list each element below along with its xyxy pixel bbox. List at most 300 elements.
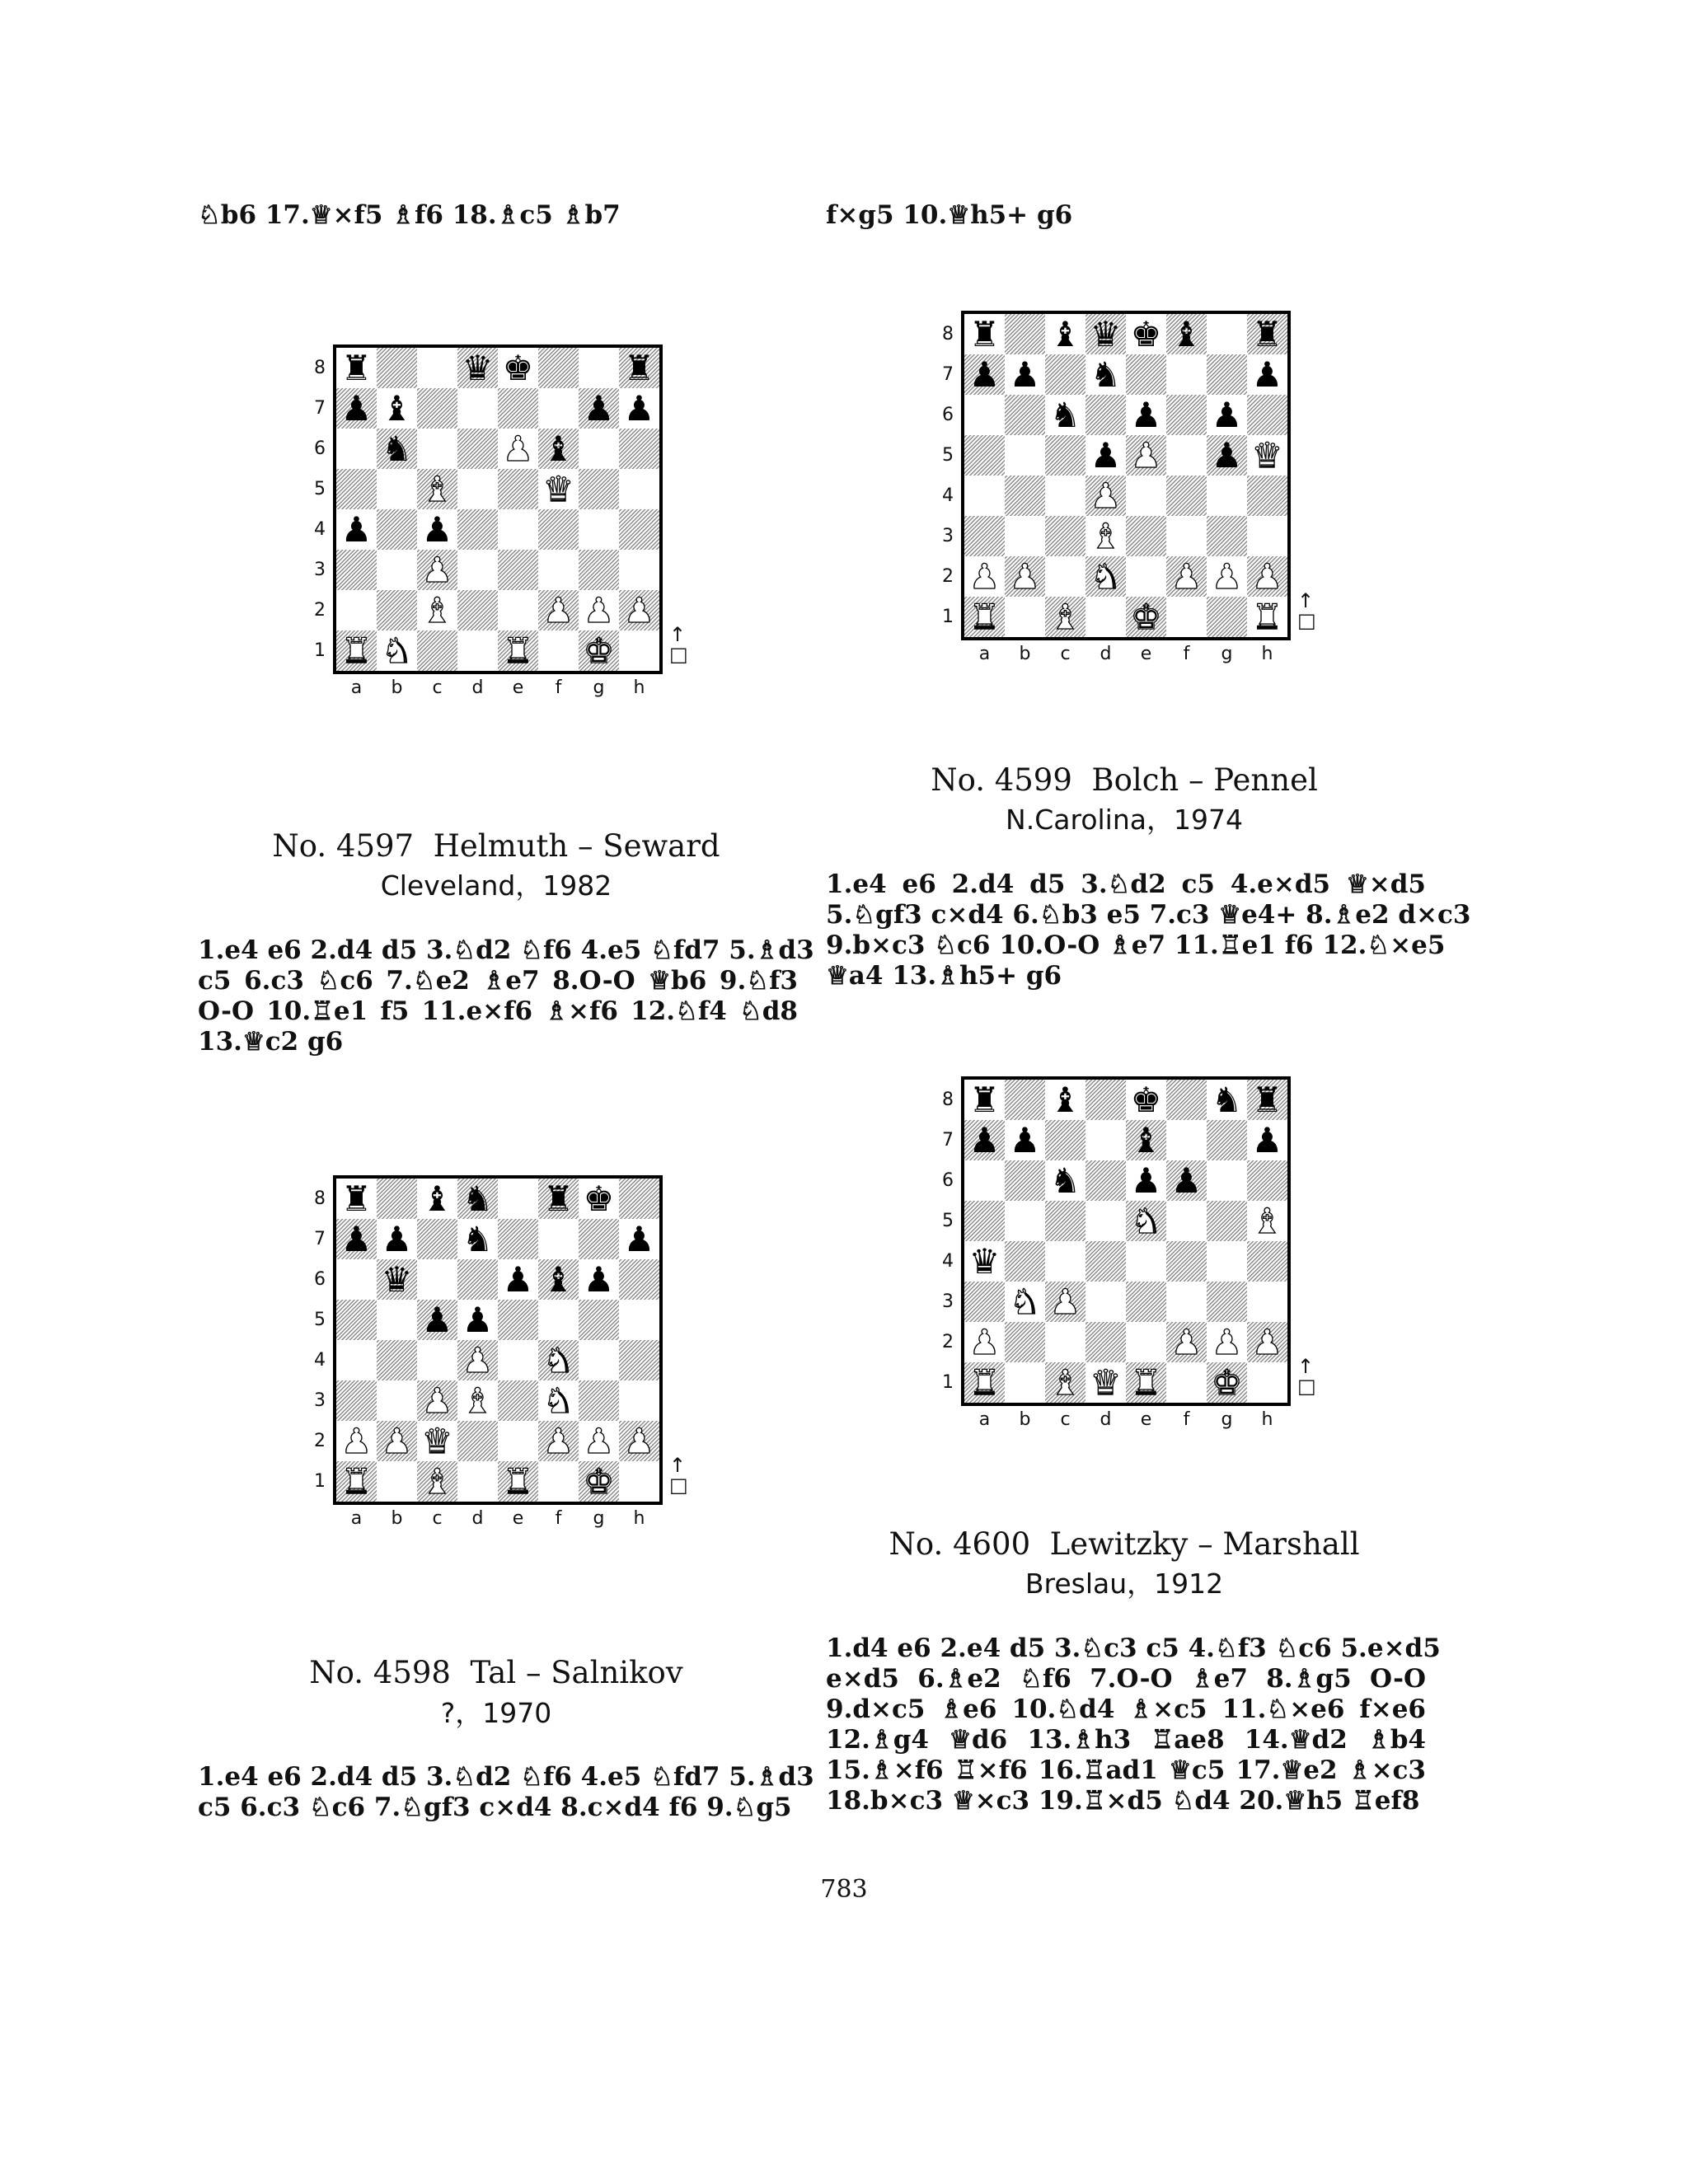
- black-bishop-icon: ♝: [542, 428, 574, 469]
- black-rook-icon: ♜: [340, 347, 373, 388]
- board-square: [1207, 1282, 1247, 1322]
- white-queen-icon: ♛: [421, 1420, 453, 1461]
- file-label: d: [1100, 644, 1112, 664]
- board-square: [619, 429, 659, 469]
- white-pawn-icon: ♟: [462, 1339, 494, 1380]
- board-square: [457, 630, 498, 671]
- board-square: [1166, 1201, 1207, 1241]
- board-square: [1085, 556, 1126, 597]
- black-rook-icon: ♜: [623, 347, 655, 388]
- rank-label: 4: [942, 485, 954, 506]
- board-square: [1005, 1362, 1045, 1403]
- board-square: [1085, 1322, 1126, 1362]
- black-pawn-icon: ♟: [968, 354, 1001, 395]
- board-square: [1247, 395, 1287, 435]
- board-square: [417, 388, 457, 429]
- board-square: [619, 348, 659, 388]
- board-square: [417, 509, 457, 550]
- moves-line: O-O 10.♖e1 f5 11.e×f6 ♗×f6 12.♘f4 ♘d8: [198, 996, 798, 1026]
- page-number: 783: [820, 1875, 868, 1904]
- white-rook-icon: ♜: [968, 596, 1001, 637]
- board-square: [377, 1259, 417, 1300]
- board-square: [336, 348, 377, 388]
- board-square: [1085, 476, 1126, 516]
- black-pawn-icon: ♟: [1130, 1160, 1162, 1201]
- rank-label: 2: [314, 600, 326, 621]
- black-bishop-icon: ♝: [1170, 313, 1203, 354]
- rank-label: 4: [314, 1350, 326, 1371]
- file-label: b: [391, 677, 403, 698]
- board-square: [1085, 516, 1126, 556]
- board-square: [457, 1380, 498, 1421]
- board-square: [498, 348, 538, 388]
- board-square: [1045, 476, 1085, 516]
- white-king-icon: ♚: [583, 1460, 615, 1502]
- chess-board: [961, 1076, 1291, 1406]
- board-square: [538, 1259, 579, 1300]
- board-square: [1166, 354, 1207, 395]
- black-king-icon: ♚: [502, 347, 534, 388]
- board-square: [377, 1179, 417, 1219]
- rank-label: 5: [314, 479, 326, 499]
- board-square: [1005, 314, 1045, 354]
- moves-line: 12.♗g4 ♕d6 13.♗h3 ♖ae8 14.♕d2 ♗b4: [826, 1725, 1426, 1755]
- board-square: [1005, 1322, 1045, 1362]
- board-square: [538, 630, 579, 671]
- black-pawn-icon: ♟: [1170, 1160, 1203, 1201]
- black-queen-icon: ♛: [462, 347, 494, 388]
- board-square: [417, 1461, 457, 1502]
- board-square: [336, 1461, 377, 1502]
- board-square: [457, 429, 498, 469]
- black-rook-icon: ♜: [968, 1079, 1001, 1120]
- game-players: Tal – Salnikov: [470, 1655, 683, 1690]
- black-king-icon: ♚: [1130, 1079, 1162, 1120]
- board-square: [538, 469, 579, 509]
- white-bishop-icon: ♝: [462, 1380, 494, 1421]
- black-pawn-icon: ♟: [421, 1299, 453, 1340]
- board-square: [1126, 597, 1166, 637]
- board-square: [1085, 395, 1126, 435]
- board-square: [579, 1340, 619, 1380]
- file-label: b: [1019, 1409, 1031, 1430]
- side-to-move-marker: ↑ □: [1297, 589, 1316, 632]
- board-square: [579, 1380, 619, 1421]
- rank-label: 5: [942, 445, 954, 466]
- black-pawn-icon: ♟: [462, 1299, 494, 1340]
- board-square: [498, 550, 538, 590]
- rank-label: 7: [314, 1229, 326, 1249]
- game-title: [183, 828, 809, 865]
- white-queen-icon: ♛: [542, 468, 574, 509]
- board-square: [579, 550, 619, 590]
- board-square: [579, 590, 619, 630]
- white-bishop-icon: ♝: [1090, 515, 1122, 556]
- board-square: [1207, 435, 1247, 476]
- game-players: Bolch – Pennel: [1091, 762, 1318, 798]
- board-square: [964, 1160, 1005, 1201]
- board-square: [579, 1300, 619, 1340]
- black-rook-icon: ♜: [542, 1178, 574, 1219]
- white-knight-icon: ♞: [1090, 555, 1122, 597]
- game-title: [811, 1526, 1437, 1563]
- board-square: [1045, 1201, 1085, 1241]
- black-bishop-icon: ♝: [542, 1258, 574, 1300]
- board-square: [377, 1461, 417, 1502]
- board-square: [1045, 597, 1085, 637]
- board-square: [579, 1259, 619, 1300]
- board-square: [1166, 476, 1207, 516]
- black-knight-icon: ♞: [1090, 354, 1122, 395]
- white-pawn-icon: ♟: [623, 1420, 655, 1461]
- rank-label: 8: [314, 358, 326, 378]
- board-square: [1126, 1160, 1166, 1201]
- board-square: [1045, 314, 1085, 354]
- board-square: [336, 1219, 377, 1259]
- game-moves: [198, 1762, 814, 1823]
- game-place-year: N.Carolina，1974: [1006, 804, 1243, 836]
- white-knight-icon: ♞: [1009, 1281, 1041, 1322]
- black-pawn-icon: ♟: [381, 1218, 413, 1259]
- rank-label: 2: [314, 1431, 326, 1451]
- board-square: [579, 1219, 619, 1259]
- rank-label: 6: [942, 405, 954, 425]
- board-square: [1166, 556, 1207, 597]
- board-square: [538, 388, 579, 429]
- board-square: [457, 388, 498, 429]
- board-square: [498, 1219, 538, 1259]
- board-square: [417, 550, 457, 590]
- board-square: [1126, 1282, 1166, 1322]
- board-square: [1085, 314, 1126, 354]
- board-square: [417, 1421, 457, 1461]
- board-square: [498, 388, 538, 429]
- board-square: [336, 1340, 377, 1380]
- white-pawn-icon: ♟: [968, 555, 1001, 597]
- black-queen-icon: ♛: [968, 1240, 1001, 1282]
- white-pawn-icon: ♟: [340, 1420, 373, 1461]
- rank-label: 3: [314, 560, 326, 580]
- board-square: [377, 1380, 417, 1421]
- black-pawn-icon: ♟: [340, 509, 373, 550]
- game-number: No. 4597: [272, 828, 415, 864]
- board-square: [1005, 516, 1045, 556]
- board-square: [964, 1322, 1005, 1362]
- board-square: [1045, 1080, 1085, 1120]
- board-square: [417, 1380, 457, 1421]
- board-square: [619, 1179, 659, 1219]
- board-square: [336, 388, 377, 429]
- moves-line: 15.♗×f6 ♖×f6 16.♖ad1 ♕c5 17.♕e2 ♗×c3: [826, 1755, 1426, 1785]
- rank-label: 2: [942, 566, 954, 587]
- file-label: a: [978, 644, 991, 664]
- board-square: [964, 314, 1005, 354]
- board-square: [457, 1340, 498, 1380]
- rank-label: 4: [314, 519, 326, 540]
- black-bishop-icon: ♝: [1049, 1079, 1081, 1120]
- board-square: [1166, 1080, 1207, 1120]
- board-square: [1085, 354, 1126, 395]
- black-pawn-icon: ♟: [583, 387, 615, 429]
- black-king-icon: ♚: [1130, 313, 1162, 354]
- board-square: [579, 429, 619, 469]
- moves-line: c5 6.c3 ♘c6 7.♘gf3 c×d4 8.c×d4 f6 9.♘g5: [198, 1793, 792, 1822]
- board-square: [619, 550, 659, 590]
- board-square: [1207, 314, 1247, 354]
- black-pawn-icon: ♟: [1130, 394, 1162, 435]
- chess-board: [333, 1175, 663, 1505]
- board-square: [579, 630, 619, 671]
- board-square: [1126, 314, 1166, 354]
- white-pawn-icon: ♟: [381, 1420, 413, 1461]
- board-square: [457, 550, 498, 590]
- white-pawn-icon: ♟: [1009, 555, 1041, 597]
- board-square: [1166, 1362, 1207, 1403]
- board-square: [377, 348, 417, 388]
- board-square: [498, 429, 538, 469]
- white-rook-icon: ♜: [1251, 596, 1283, 637]
- rank-label: 5: [314, 1310, 326, 1330]
- board-square: [336, 590, 377, 630]
- moves-line: e×d5 6.♗e2 ♘f6 7.O-O ♗e7 8.♗g5 O-O: [826, 1664, 1426, 1694]
- board-square: [1085, 1201, 1126, 1241]
- board-square: [1207, 395, 1247, 435]
- black-king-icon: ♚: [583, 1178, 615, 1219]
- white-pawn-icon: ♟: [1251, 1321, 1283, 1362]
- game-title: [183, 1655, 809, 1691]
- board-square: [964, 1282, 1005, 1322]
- board-square: [579, 1461, 619, 1502]
- board-square: [377, 509, 417, 550]
- board-square: [1247, 1120, 1287, 1160]
- black-pawn-icon: ♟: [583, 1258, 615, 1300]
- board-square: [538, 1380, 579, 1421]
- file-label: a: [350, 1508, 363, 1529]
- board-square: [457, 1300, 498, 1340]
- board-square: [498, 509, 538, 550]
- game-place-year: Cleveland，1982: [380, 869, 612, 902]
- rank-label: 3: [314, 1390, 326, 1411]
- board-square: [619, 1421, 659, 1461]
- white-bishop-icon: ♝: [1049, 1361, 1081, 1403]
- black-pawn-icon: ♟: [1009, 354, 1041, 395]
- board-square: [1126, 1362, 1166, 1403]
- board-square: [1166, 597, 1207, 637]
- rank-label: 6: [314, 1269, 326, 1290]
- board-square: [1207, 476, 1247, 516]
- board-square: [1005, 1160, 1045, 1201]
- board-square: [1085, 597, 1126, 637]
- black-knight-icon: ♞: [1049, 1160, 1081, 1201]
- moves-line: 13.♕c2 g6: [198, 1027, 344, 1057]
- board-square: [1126, 1322, 1166, 1362]
- board-square: [1085, 435, 1126, 476]
- board-square: [1207, 354, 1247, 395]
- board-square: [1126, 476, 1166, 516]
- moves-line: 1.e4 e6 2.d4 d5 3.♘d2 c5 4.e×d5 ♕×d5: [826, 869, 1426, 899]
- board-square: [1207, 516, 1247, 556]
- board-square: [1247, 597, 1287, 637]
- board-square: [417, 630, 457, 671]
- file-label: f: [555, 1508, 562, 1529]
- rank-label: 5: [942, 1211, 954, 1231]
- board-square: [377, 590, 417, 630]
- game-players: Helmuth – Seward: [433, 828, 720, 864]
- board-square: [498, 630, 538, 671]
- file-label: f: [1183, 644, 1190, 664]
- board-square: [964, 556, 1005, 597]
- board-square: [964, 597, 1005, 637]
- board-square: [538, 1421, 579, 1461]
- black-knight-icon: ♞: [381, 428, 413, 469]
- board-square: [457, 469, 498, 509]
- board-square: [538, 1340, 579, 1380]
- side-to-move-marker: ↑ □: [669, 1454, 688, 1497]
- board-square: [964, 476, 1005, 516]
- board-square: [1126, 516, 1166, 556]
- game-number: No. 4600: [889, 1526, 1031, 1562]
- board-square: [619, 388, 659, 429]
- board-square: [1126, 395, 1166, 435]
- board-square: [1045, 1160, 1085, 1201]
- black-queen-icon: ♛: [1090, 313, 1122, 354]
- board-square: [538, 1461, 579, 1502]
- board-square: [1247, 556, 1287, 597]
- board-square: [1085, 1241, 1126, 1282]
- board-square: [498, 1340, 538, 1380]
- board-square: [964, 1120, 1005, 1160]
- board-square: [1045, 1362, 1085, 1403]
- board-square: [1085, 1160, 1126, 1201]
- file-label: h: [633, 677, 645, 698]
- black-pawn-icon: ♟: [421, 509, 453, 550]
- board-square: [1085, 1080, 1126, 1120]
- board-square: [498, 1380, 538, 1421]
- file-label: f: [555, 677, 562, 698]
- board-square: [417, 1340, 457, 1380]
- board-square: [377, 1300, 417, 1340]
- black-knight-icon: ♞: [462, 1218, 494, 1259]
- board-square: [498, 1179, 538, 1219]
- board-square: [417, 469, 457, 509]
- white-pawn-icon: ♟: [1090, 475, 1122, 516]
- file-label: e: [1140, 644, 1152, 664]
- file-label: d: [1100, 1409, 1112, 1430]
- board-square: [1126, 1120, 1166, 1160]
- rank-label: 6: [314, 438, 326, 459]
- board-square: [377, 630, 417, 671]
- board-square: [1045, 1282, 1085, 1322]
- game-moves: [198, 935, 814, 1057]
- file-label: h: [1261, 644, 1273, 664]
- rank-label: 1: [314, 640, 326, 661]
- white-pawn-icon: ♟: [1211, 555, 1243, 597]
- board-square: [1247, 1322, 1287, 1362]
- board-square: [417, 429, 457, 469]
- continuation-text-left: ♘b6 17.♕×f5 ♗f6 18.♗c5 ♗b7: [198, 200, 621, 230]
- board-square: [1166, 1120, 1207, 1160]
- file-label: d: [471, 677, 484, 698]
- rank-label: 8: [314, 1188, 326, 1209]
- moves-line: ♕a4 13.♗h5+ g6: [826, 961, 1062, 991]
- chess-board: [333, 344, 663, 674]
- board-square: [1045, 1120, 1085, 1160]
- board-square: [1005, 395, 1045, 435]
- board-square: [1005, 476, 1045, 516]
- board-square: [1207, 556, 1247, 597]
- side-to-move-marker: ↑ □: [1297, 1355, 1316, 1398]
- board-square: [498, 1259, 538, 1300]
- board-square: [457, 1461, 498, 1502]
- black-pawn-icon: ♟: [1009, 1119, 1041, 1160]
- file-label: b: [391, 1508, 403, 1529]
- board-square: [1247, 354, 1287, 395]
- black-queen-icon: ♛: [381, 1258, 413, 1300]
- black-rook-icon: ♜: [968, 313, 1001, 354]
- board-square: [1166, 1241, 1207, 1282]
- white-pawn-icon: ♟: [421, 1380, 453, 1421]
- board-square: [1045, 1241, 1085, 1282]
- board-square: [1166, 395, 1207, 435]
- game-title: [811, 762, 1437, 799]
- white-pawn-icon: ♟: [542, 1420, 574, 1461]
- board-square: [538, 550, 579, 590]
- file-label: g: [593, 1508, 605, 1529]
- black-pawn-icon: ♟: [968, 1119, 1001, 1160]
- board-square: [538, 509, 579, 550]
- board-square: [417, 1259, 457, 1300]
- board-square: [1126, 556, 1166, 597]
- board-square: [1207, 1080, 1247, 1120]
- board-square: [619, 1340, 659, 1380]
- file-label: e: [512, 677, 524, 698]
- white-rook-icon: ♜: [502, 1460, 534, 1502]
- board-square: [1005, 597, 1045, 637]
- moves-line: 1.e4 e6 2.d4 d5 3.♘d2 ♘f6 4.e5 ♘fd7 5.♗d3: [198, 1762, 814, 1792]
- white-bishop-icon: ♝: [1251, 1200, 1283, 1241]
- white-rook-icon: ♜: [502, 630, 534, 671]
- board-square: [417, 348, 457, 388]
- rank-label: 8: [942, 1090, 954, 1110]
- rank-label: 1: [942, 607, 954, 627]
- board-square: [1045, 516, 1085, 556]
- board-square: [1005, 354, 1045, 395]
- white-rook-icon: ♜: [340, 630, 373, 671]
- board-square: [1207, 1201, 1247, 1241]
- black-rook-icon: ♜: [1251, 313, 1283, 354]
- white-pawn-icon: ♟: [1170, 555, 1203, 597]
- board-square: [498, 1461, 538, 1502]
- board-square: [1207, 1120, 1247, 1160]
- rank-label: 8: [942, 324, 954, 344]
- board-square: [1247, 1080, 1287, 1120]
- white-king-icon: ♚: [583, 630, 615, 671]
- board-square: [1247, 1282, 1287, 1322]
- moves-line: 1.e4 e6 2.d4 d5 3.♘d2 ♘f6 4.e5 ♘fd7 5.♗d3: [198, 935, 814, 965]
- black-knight-icon: ♞: [1049, 394, 1081, 435]
- white-rook-icon: ♜: [968, 1361, 1001, 1403]
- board-square: [1045, 395, 1085, 435]
- board-square: [417, 1219, 457, 1259]
- file-label: c: [1060, 1409, 1071, 1430]
- board-square: [336, 509, 377, 550]
- file-label: g: [593, 677, 605, 698]
- black-pawn-icon: ♟: [623, 387, 655, 429]
- board-square: [538, 429, 579, 469]
- board-square: [619, 509, 659, 550]
- game-place-year: ?，1970: [440, 1697, 552, 1729]
- rank-label: 1: [314, 1471, 326, 1492]
